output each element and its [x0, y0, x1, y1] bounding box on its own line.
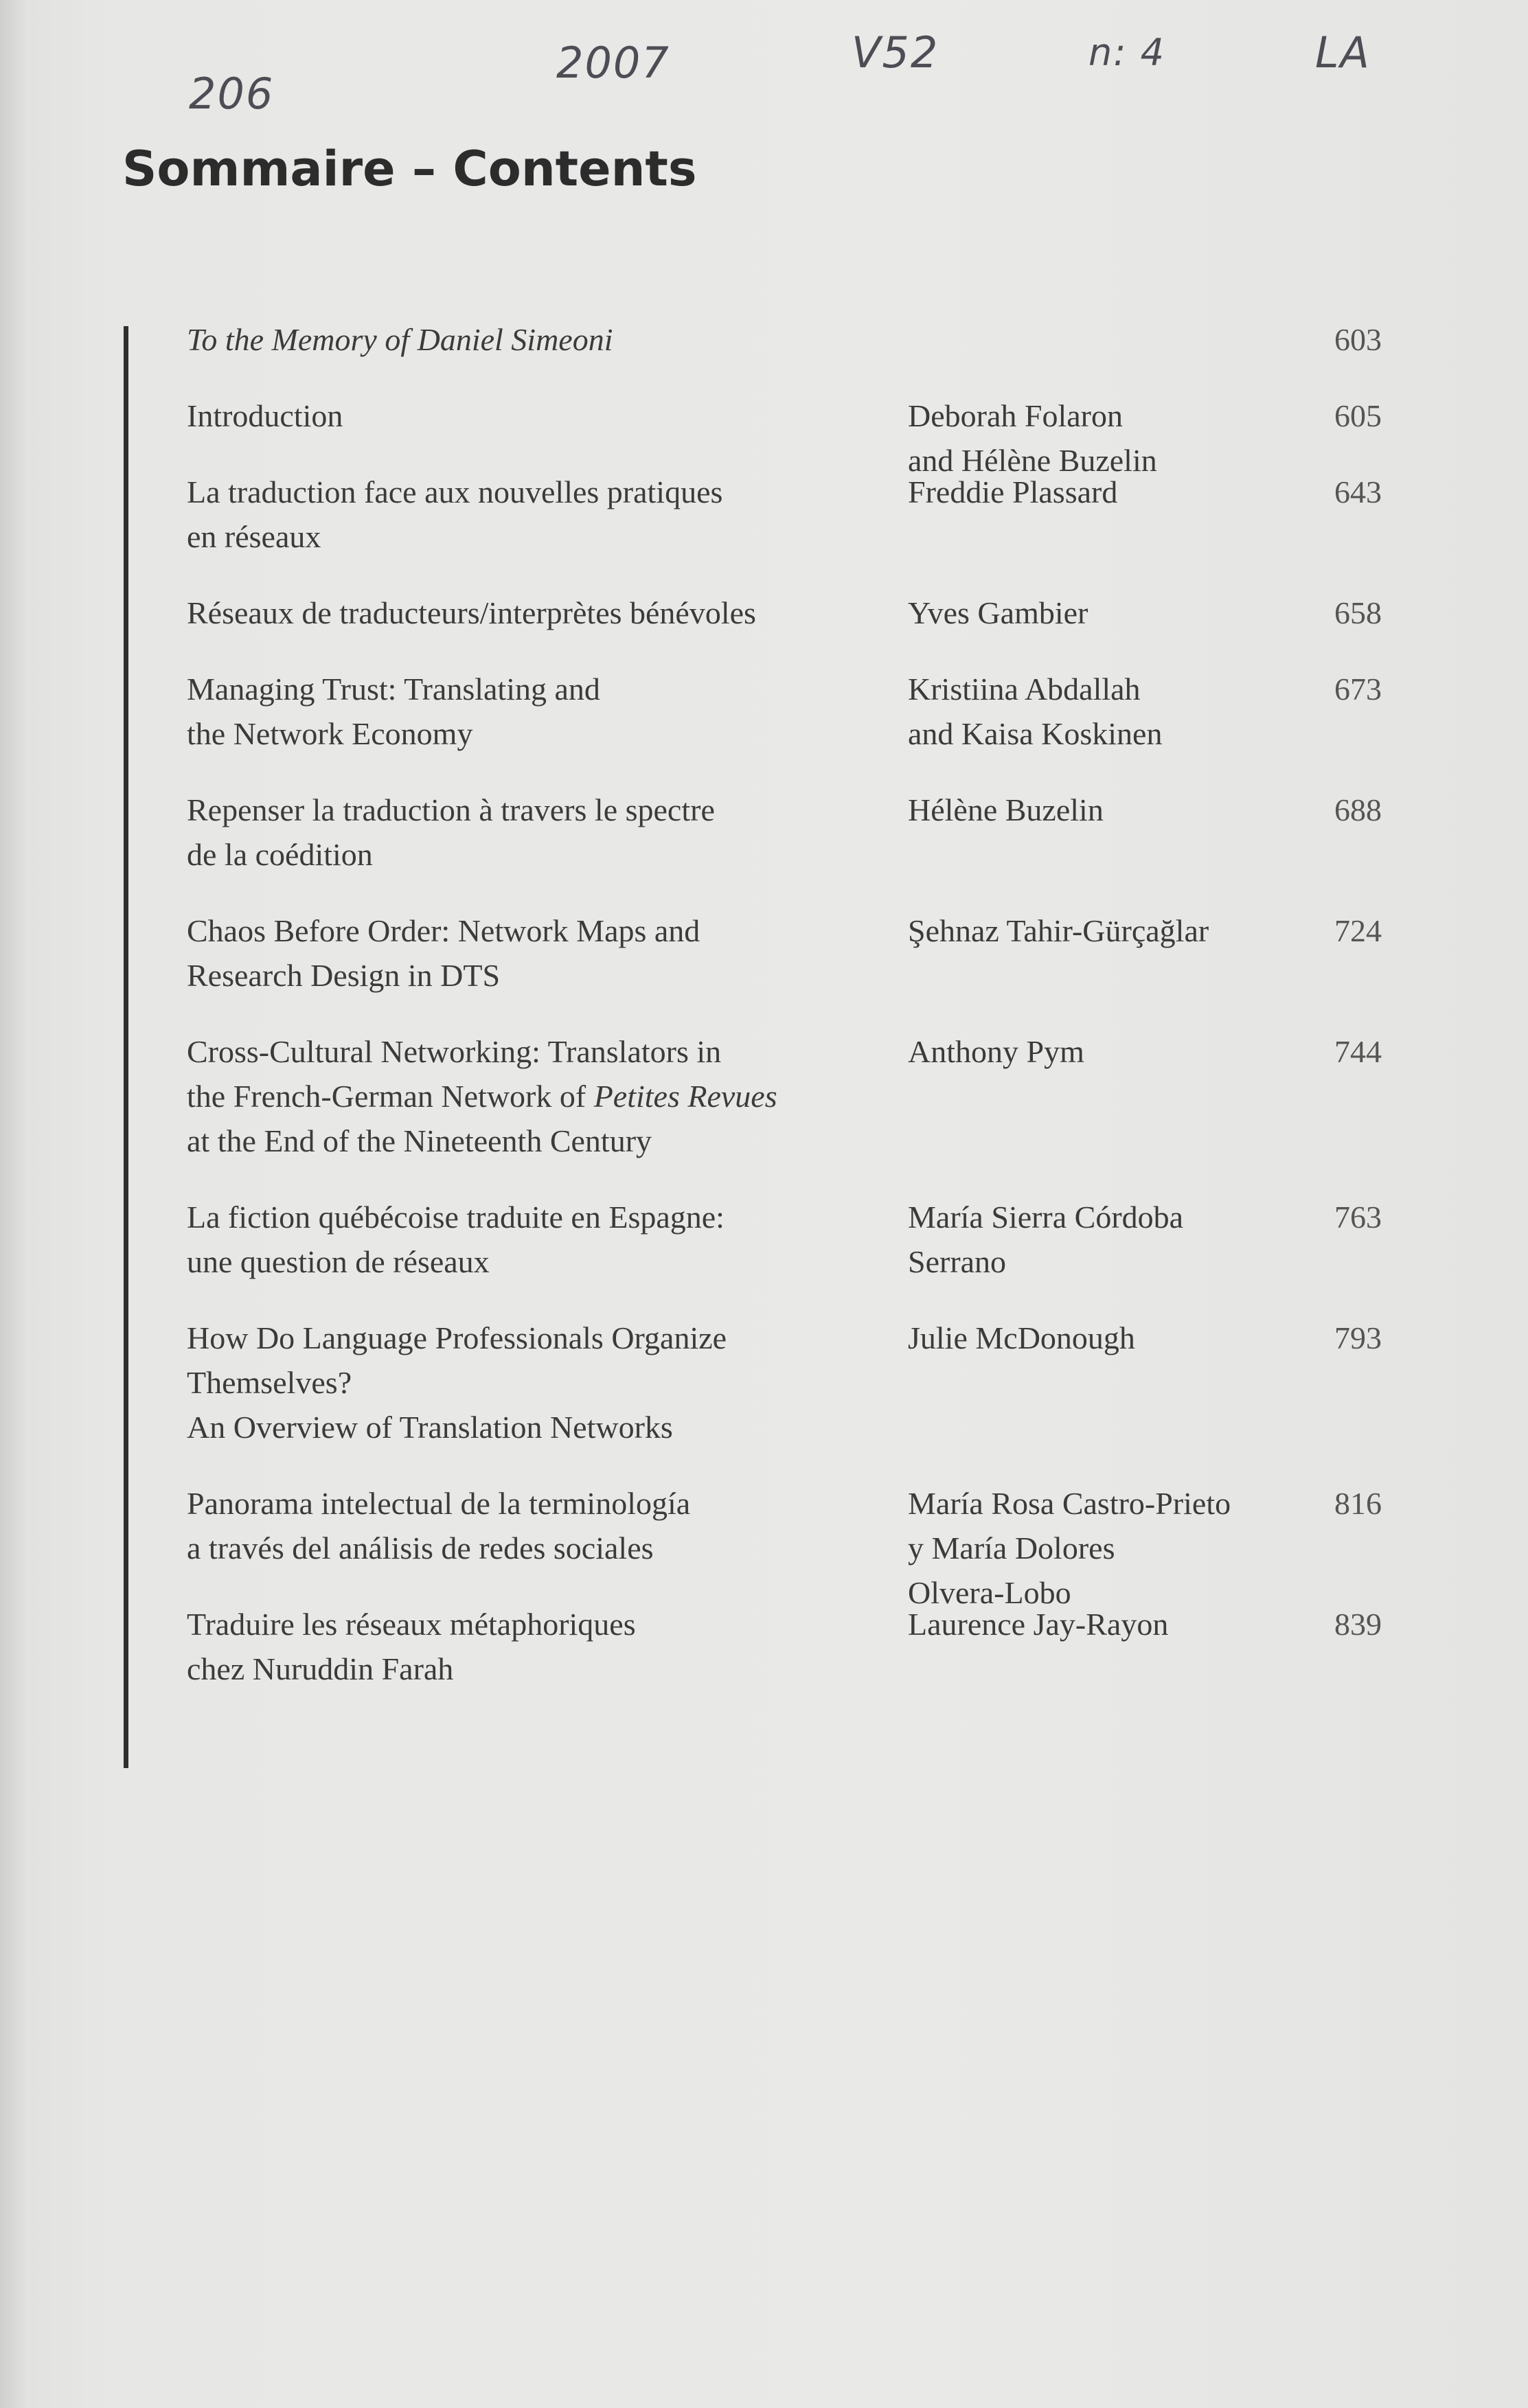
- toc-entry[interactable]: [187, 1029, 1382, 1163]
- entry-title: [187, 317, 894, 362]
- toc-entry[interactable]: [187, 470, 1382, 559]
- table-of-contents: [187, 317, 1382, 1691]
- entry-title: [187, 1602, 894, 1691]
- entry-title: [187, 788, 894, 877]
- vertical-rule: [124, 326, 128, 1768]
- author-line: Hélène Buzelin: [908, 792, 1104, 827]
- title-line: chez Nuruddin Farah: [187, 1651, 454, 1686]
- entry-author: [908, 1316, 1292, 1360]
- title-line: a través del análisis de redes sociales: [187, 1530, 654, 1566]
- toc-entry[interactable]: [187, 1602, 1382, 1691]
- title-line: Themselves?: [187, 1365, 352, 1400]
- toc-entry[interactable]: [187, 393, 1382, 478]
- handwritten-note: 206: [189, 69, 275, 119]
- toc-entry[interactable]: [187, 1195, 1382, 1284]
- title-line: La fiction québécoise traduite en Espagne:: [187, 1200, 725, 1235]
- page-number: 643: [1334, 474, 1382, 509]
- title-line: at the End of the Nineteenth Century: [187, 1123, 652, 1158]
- author-line: Julie McDonough: [908, 1320, 1135, 1355]
- author-line: Laurence Jay-Rayon: [908, 1607, 1169, 1642]
- entry-author: [908, 667, 1292, 756]
- title-line: La traduction face aux nouvelles pratiques: [187, 474, 723, 509]
- toc-entry[interactable]: [187, 1316, 1382, 1449]
- handwritten-note: n: 4: [1088, 31, 1165, 74]
- title-line: Repenser la traduction à travers le spectre: [187, 792, 715, 827]
- author-line: y María Dolores: [908, 1530, 1115, 1566]
- entry-author: [908, 1029, 1292, 1074]
- entry-author: [908, 788, 1292, 832]
- author-line: Deborah Folaron: [908, 398, 1123, 433]
- page-number: 688: [1334, 792, 1382, 827]
- author-line: Yves Gambier: [908, 595, 1088, 630]
- title-line: the Network Economy: [187, 716, 473, 751]
- author-line: María Rosa Castro-Prieto: [908, 1486, 1231, 1521]
- entry-title: [187, 470, 894, 559]
- toc-entry[interactable]: [187, 590, 1382, 635]
- entry-title: [187, 1481, 894, 1570]
- entry-title: [187, 908, 894, 998]
- entry-author: [908, 908, 1292, 953]
- entry-author: [908, 1602, 1292, 1647]
- author-line: Freddie Plassard: [908, 474, 1118, 509]
- page-number: 603: [1334, 322, 1382, 357]
- page-number: 658: [1334, 595, 1382, 630]
- entry-title: [187, 1195, 894, 1284]
- author-line: and Hélène Buzelin: [908, 443, 1157, 478]
- page-number: 744: [1334, 1034, 1382, 1069]
- toc-entry[interactable]: [187, 317, 1382, 362]
- entry-author: [908, 1481, 1292, 1615]
- title-line: de la coédition: [187, 837, 373, 872]
- title-line: en réseaux: [187, 519, 321, 554]
- page-number: 816: [1334, 1486, 1382, 1521]
- title-line: An Overview of Translation Networks: [187, 1410, 673, 1445]
- title-line: Managing Trust: Translating and: [187, 672, 600, 707]
- title-line: Chaos Before Order: Network Maps and: [187, 913, 700, 948]
- entry-title: [187, 667, 894, 756]
- page-number: 839: [1334, 1607, 1382, 1642]
- title-line: Panorama intelectual de la terminología: [187, 1486, 691, 1521]
- handwritten-note: LA: [1315, 27, 1371, 78]
- title-line: Cross-Cultural Networking: Translators in: [187, 1034, 722, 1069]
- page-title: Sommaire – Contents: [122, 141, 697, 197]
- author-line: Şehnaz Tahir-Gürçağlar: [908, 913, 1209, 948]
- toc-entry[interactable]: [187, 1481, 1382, 1610]
- author-line: Serrano: [908, 1244, 1007, 1279]
- title-line: [187, 1074, 894, 1119]
- page-number: 724: [1334, 913, 1382, 948]
- toc-entry[interactable]: [187, 908, 1382, 998]
- author-line: and Kaisa Koskinen: [908, 716, 1163, 751]
- entry-title: [187, 1316, 894, 1449]
- title-line: une question de réseaux: [187, 1244, 490, 1279]
- page-number: 605: [1334, 398, 1382, 433]
- author-line: Anthony Pym: [908, 1034, 1084, 1069]
- entry-author: [908, 1195, 1292, 1284]
- author-line: Kristiina Abdallah: [908, 672, 1141, 707]
- title-line: To the Memory of Daniel Simeoni: [187, 322, 613, 357]
- entry-title: [187, 393, 894, 438]
- author-line: María Sierra Córdoba: [908, 1200, 1184, 1235]
- entry-author: [908, 470, 1292, 514]
- title-line: Research Design in DTS: [187, 958, 501, 993]
- page-number: 763: [1334, 1200, 1382, 1235]
- handwritten-note: V52: [852, 27, 939, 78]
- toc-entry[interactable]: [187, 667, 1382, 756]
- author-line: Olvera-Lobo: [908, 1575, 1071, 1610]
- entry-title: [187, 1029, 894, 1163]
- entry-author: [908, 590, 1292, 635]
- title-line: Réseaux de traducteurs/interprètes bénévoles: [187, 595, 756, 630]
- title-line-text: the French-German Network of: [187, 1079, 586, 1114]
- toc-entry[interactable]: [187, 788, 1382, 877]
- title-line: How Do Language Professionals Organize: [187, 1320, 727, 1355]
- title-italic: Petites Revues: [593, 1079, 777, 1114]
- entry-title: [187, 590, 894, 635]
- title-line: Traduire les réseaux métaphoriques: [187, 1607, 636, 1642]
- page-number: 673: [1334, 672, 1382, 707]
- title-line: Introduction: [187, 398, 343, 433]
- handwritten-note: 2007: [556, 38, 670, 88]
- page-number: 793: [1334, 1320, 1382, 1355]
